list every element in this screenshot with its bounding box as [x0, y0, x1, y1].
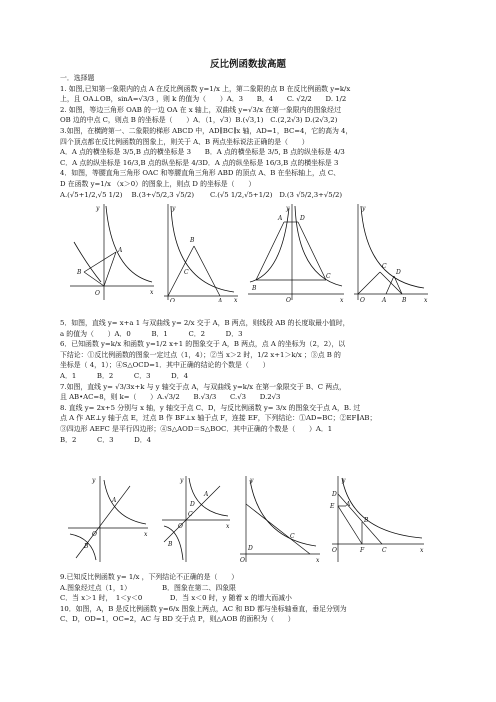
figure-label: x [226, 523, 230, 530]
figure-label: A [118, 247, 123, 254]
text-line: A.图象经过点（1，1） B．图象在第二、四象限 [60, 583, 237, 592]
text-line: 4．如图，等腰直角三角形 OAC 和等腰直角三角形 ABD 的顶点 A、B 在坐标轴上，点 C、 [60, 169, 341, 178]
text-line: 5．如图，直线 y= x+a 1 与双曲线 y= 2/x 交于 A，B 两点，则线段 AB 的长度取最小值时， [60, 319, 350, 327]
figure-label: O [178, 523, 183, 530]
text-line: A.(√5+1/2,√5 1/2) B.(3+√5/2,3 √5/2) C.(√5 1/2,√5+1/2) D.(3 √5/2,3+√5/2) [60, 190, 343, 199]
text-line: B．2 C．3 D．4 [60, 435, 152, 444]
figure-label: E [330, 503, 335, 510]
text-line: 且 AB•AC=8，则 k=（ ）A.√3/2 B.√3/3 C.√3 D.2√3 [60, 393, 281, 402]
figure-1 [68, 202, 156, 302]
figure-label: O [170, 298, 175, 302]
text-line: A．1 B．2 C．3 D．4 [60, 371, 188, 380]
text-line: 8. 直线 y= 2x+5 分别与 x 轴，y 轴交于点 C、D，与反比例函数 y= 3/x 的图象交于点 A，B. 过 [60, 403, 361, 412]
text-line: OB 边的中点 C，则点 B 的坐标是（ ）A．（1，√3）B.(√3,1) C.(2,2√3) D.(2√3,2) [60, 116, 338, 125]
figure-label: O [240, 557, 245, 564]
figure-label: C [290, 533, 295, 540]
figure-label: D [300, 215, 305, 222]
figure-label: F [360, 547, 365, 554]
figure-label: x [150, 289, 154, 296]
text-line: 坐标是（ 4，1）；④S△OCD=1．其中正确的结论的个数是（ ） [60, 361, 270, 370]
section-heading: 一．选择题 [60, 74, 95, 82]
figure-label: D [396, 269, 401, 276]
figure-label: y [286, 205, 290, 212]
figure-label: C [188, 511, 193, 518]
figure-label: D [190, 501, 195, 508]
figure-label: B [168, 541, 173, 548]
figure-label: x [144, 531, 148, 538]
page-title: 反比例函数拔高题 [209, 59, 286, 70]
figure-label: A [112, 497, 117, 504]
text-block-questions-5-8 [60, 318, 420, 445]
figure-3 [246, 202, 346, 302]
figure-label: A [278, 215, 283, 222]
figure-label: C [382, 547, 387, 554]
text-line: a 的值为（ ）A．0 B．1 C．2 D．3 [60, 329, 243, 338]
text-block-questions-9-10 [60, 572, 420, 625]
figure-label: O [360, 297, 365, 302]
figure-8 [326, 472, 426, 564]
figure-label: D [332, 491, 337, 498]
text-line: 点 A 作 AE⊥y 轴于点 E，过点 B 作 BF⊥x 轴于点 F，连接 EF，下列结论：①AD=BC；②EF∥AB； [60, 414, 377, 423]
figure-label: C [184, 269, 189, 276]
figure-label: A [382, 297, 387, 302]
figure-4 [350, 202, 430, 302]
text-line: 上，且 OA⊥OB，sinA=√3/3 ，则 k 的值为（ ）A．3 B．4 C. √2/2 D. 1/2 [60, 95, 347, 104]
figure-label: x [420, 547, 424, 554]
figure-label: y [172, 205, 176, 212]
figure-label: y [180, 477, 184, 484]
figure-label: B [77, 269, 82, 276]
text-line: C．当 x＞1 时， 1＜y＜0 D．当 x＜0 时，y 随着 x 的增大而减小 [60, 594, 292, 603]
figure-label: A [346, 501, 351, 508]
text-line: 9.已知反比例函数 y= 1/x ，下列结论不正确的是（ ） [60, 573, 239, 581]
text-block-questions-1-4 [60, 73, 420, 200]
figure-label: B [364, 517, 369, 524]
text-line: 四个顶点都在反比例函数的图象上，则关于 A、B 两点坐标说法正确的是（ ） [60, 137, 309, 146]
figure-label: x [316, 557, 320, 564]
text-line: A．A 点的横坐标是 3/5,B 点的横坐标是 3 B．A 点的横坐标是 3/5, B 点的纵坐标是 4/3 [60, 148, 345, 157]
figure-label: C [326, 273, 331, 280]
text-line: C、D，OD=1，OC=2，AC 与 BD 交于点 P，则△AOB 的面积为（ ） [60, 615, 295, 624]
figure-label: A [218, 298, 223, 302]
figure-label: O [92, 531, 97, 538]
figure-label: y [362, 205, 366, 212]
figure-label: O [332, 547, 337, 554]
figure-label: C [382, 263, 387, 270]
text-line: C．A 点的纵坐标是 16/3,B 点的纵坐标是 4/3D．A 点的纵坐标是 16/3,B 点的横坐标是 3 [60, 158, 339, 167]
figure-label: O [286, 297, 291, 302]
figure-label: y [342, 477, 346, 484]
figure-label: y [92, 477, 96, 484]
text-line: 3.如图，在横跨第一、二象限的梯形 ABCD 中，AD∥BC∥x 轴，AD=1，BC=4，它的高为 4， [60, 126, 353, 135]
figure-label: D [248, 545, 253, 552]
figure-label: x [424, 297, 428, 302]
figure-label: x [340, 297, 344, 302]
figure-7 [236, 472, 322, 564]
text-line: 6．已知函数 y=k/x 和函数 y=1/2 x+1 的图象交于 A，B 两点，点 A 的坐标为（2，2），以 [60, 340, 346, 349]
figure-label: B [402, 297, 407, 302]
figure-label: y [250, 477, 254, 484]
figure-label: B [84, 543, 89, 550]
text-line: 7.如图，直线 y= √3/3x+k 与 y 轴交于点 A，与双曲线 y=k/x 在第一象限交于 B、C 两点， [60, 382, 346, 391]
figure-5 [66, 472, 150, 564]
figure-label: B [190, 237, 195, 244]
figure-label: O [95, 290, 100, 297]
figure-label: y [96, 205, 100, 212]
text-line: 10．如图，A，B 是反比例函数 y=6/x 图象上两点，AC 和 BD 都与坐标轴垂直，垂足分别为 [60, 604, 347, 613]
figure-6 [160, 472, 232, 564]
text-line: 1. 如图,已知第一象限内的点 A 在反比例函数 y=1/x 上，第二象限的点 B 在反比例函数 y=k/x [60, 84, 351, 93]
figure-2 [160, 202, 240, 302]
text-line: ③四边形 AEFC 是平行四边形；④S△AOD＝S△BOC．其中正确的个数是（ ）A．1 [60, 424, 333, 433]
figure-label: x [234, 297, 238, 302]
text-line: 下结论：①反比例函数的图象一定过点（1，4）；②当 x＞2 时，1/2 x+1＞k/x ；③点 B 的 [60, 350, 341, 359]
figure-label: A [204, 491, 209, 498]
text-line: 2. 如图，等边三角形 OAB 的一边 OA 在 x 轴上，双曲线 y=√3/x 在第一象限内的图象经过 [60, 105, 341, 114]
text-line: D 在函数 y=1/x （x＞0）的图象上，则点 D 的坐标是（ ） [60, 179, 256, 188]
figure-label: B [252, 285, 257, 292]
